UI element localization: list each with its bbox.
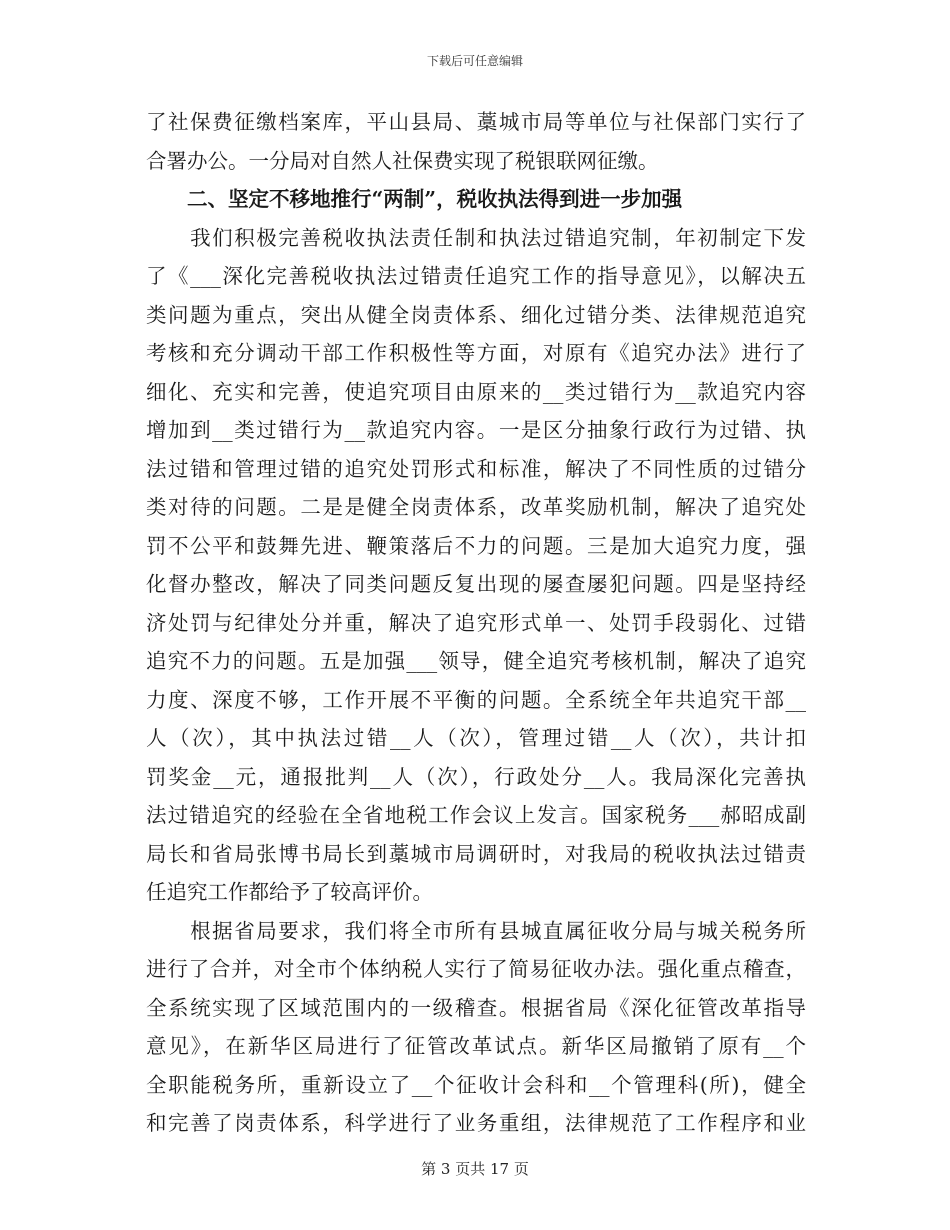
document-body <box>146 103 806 1143</box>
paragraph-line: 我们积极完善税收执法责任制和执法过错追究制，年初制定下发 <box>146 225 806 250</box>
paragraph-line: 化督办整改，解决了同类问题反复出现的屡查屡犯问题。四是坚持经 <box>146 572 806 596</box>
paragraph-line: 罚不公平和鼓舞先进、鞭策落后不力的问题。三是加大追究力度，强 <box>146 533 806 558</box>
paragraph-line: 全系统实现了区域范围内的一级稽查。根据省局《深化征管改革指导 <box>146 995 806 1020</box>
paragraph-line: 考核和充分调动干部工作积极性等方面，对原有《追究办法》进行了 <box>146 341 806 365</box>
section-heading: 二、坚定不移地推行“两制”，税收执法得到进一步加强 <box>187 187 683 211</box>
page-header-note: 下载后可任意编辑 <box>426 54 523 68</box>
paragraph-line: 局长和省局张博书局长到藁城市局调研时，对我局的税收执法过错责 <box>146 841 806 866</box>
paragraph-line: 细化、充实和完善，使追究项目由原来的__类过错行为__款追究内容 <box>146 379 806 404</box>
paragraph-line: 进行了合并，对全市个体纳税人实行了简易征收办法。强化重点稽查， <box>146 957 806 981</box>
page-number: 第 3 页共 17 页 <box>421 1160 529 1178</box>
paragraph-line: 类问题为重点，突出从健全岗责体系、细化过错分类、法律规范追究 <box>146 302 806 327</box>
paragraph-line: 合署办公。一分局对自然人社保费实现了税银联网征缴。 <box>146 148 659 173</box>
paragraph-line: 任追究工作都给予了较高评价。 <box>146 880 433 904</box>
paragraph-line: 追究不力的问题。五是加强___领导，健全追究考核机制，解决了追究 <box>146 649 806 673</box>
paragraph-line: 根据省局要求，我们将全市所有县城直属征收分局与城关税务所 <box>146 918 806 943</box>
paragraph-line: 济处罚与纪律处分并重，解决了追究形式单一、处罚手段弱化、过错 <box>146 610 806 635</box>
paragraph-line: 增加到__类过错行为__款追究内容。一是区分抽象行政行为过错、执 <box>146 418 806 442</box>
paragraph-line: 和完善了岗责体系，科学进行了业务重组，法律规范了工作程序和业 <box>146 1111 806 1135</box>
paragraph-line: 意见》，在新华区局进行了征管改革试点。新华区局撤销了原有__个 <box>146 1034 806 1058</box>
paragraph-line: 力度、深度不够，工作开展不平衡的问题。全系统全年共追究干部__ <box>146 687 806 712</box>
paragraph-line: 法过错追究的经验在全省地税工作会议上发言。国家税务___郝昭成副 <box>146 803 806 827</box>
paragraph-line: 人（次），其中执法过错__人（次），管理过错__人（次），共计扣 <box>146 726 806 750</box>
paragraph-line: 了社保费征缴档案库，平山县局、藁城市局等单位与社保部门实行了 <box>146 110 806 134</box>
paragraph-line: 了《___深化完善税收执法过错责任追究工作的指导意见》，以解决五 <box>146 264 806 288</box>
paragraph-line: 类对待的问题。二是是健全岗责体系，改革奖励机制，解决了追究处 <box>146 495 806 519</box>
paragraph-line: 全职能税务所，重新设立了__个征收计会科和__个管理科(所)，健全 <box>146 1072 806 1097</box>
paragraph-line: 法过错和管理过错的追究处罚形式和标准，解决了不同性质的过错分 <box>146 456 806 481</box>
paragraph-line: 罚奖金__元，通报批判__人（次），行政处分__人。我局深化完善执 <box>146 764 806 789</box>
